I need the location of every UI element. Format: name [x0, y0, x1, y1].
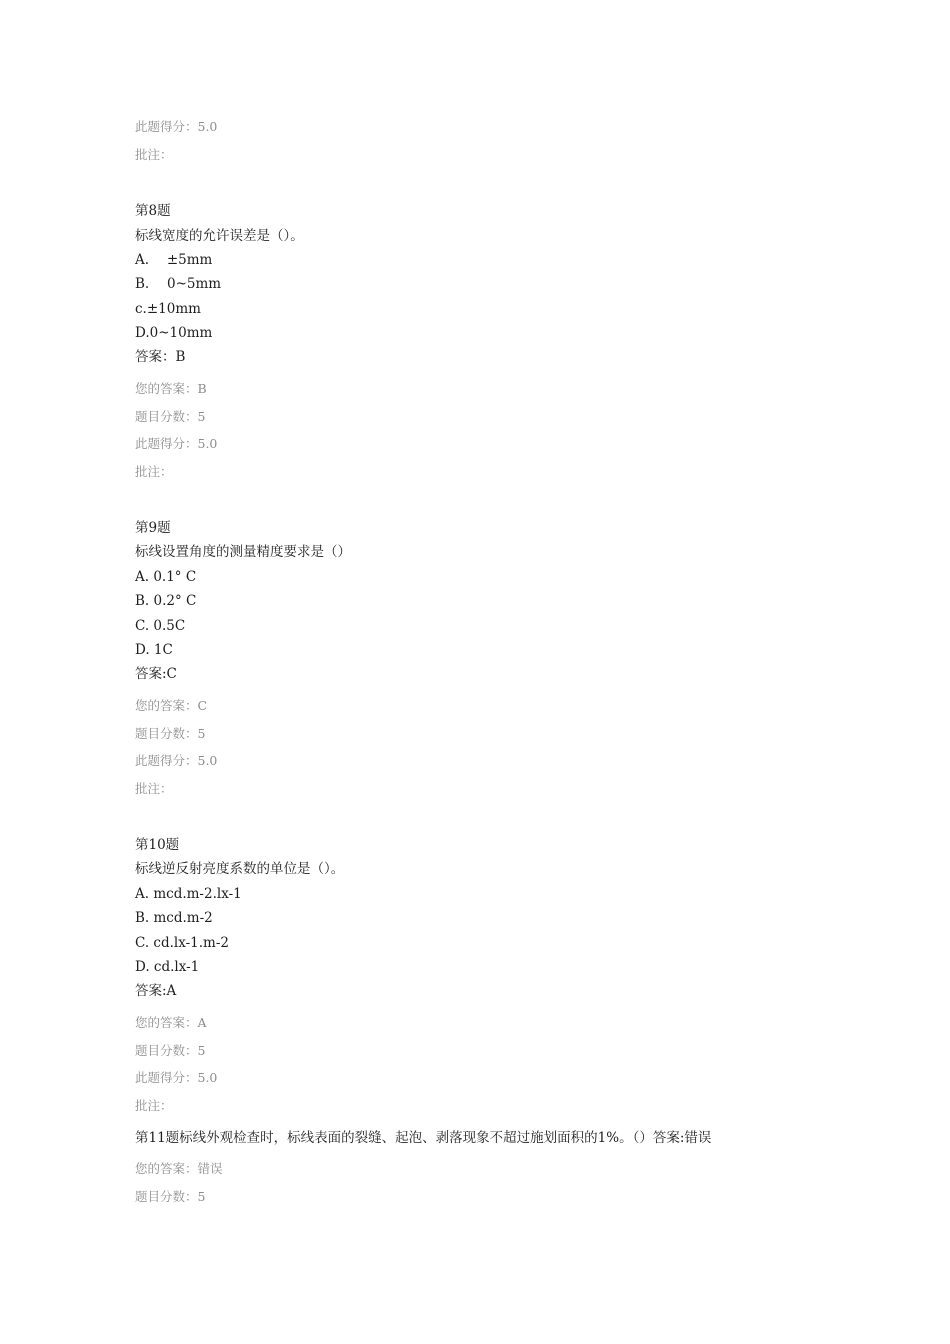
q8-option-d: D.0~10mm: [135, 325, 213, 341]
q7-score: 此题得分：5.0: [135, 119, 218, 134]
q10-option-c: C. cd.lx-1.m-2: [135, 935, 230, 951]
q10-your-answer: 您的答案：A: [135, 1015, 207, 1030]
q10-answer: 答案:A: [135, 983, 177, 999]
q11-your-answer: 您的答案：错误: [135, 1161, 223, 1176]
q10-score: 此题得分：5.0: [135, 1070, 218, 1085]
q9-question: 标线设置角度的测量精度要求是（）: [135, 544, 351, 560]
q9-answer: 答案:C: [135, 666, 177, 682]
q9-option-d: D. 1C: [135, 642, 173, 658]
q9-points: 题目分数：5: [135, 726, 206, 741]
q8-option-b: B. 0~5mm: [135, 276, 222, 292]
q8-score: 此题得分：5.0: [135, 436, 218, 451]
q8-comment: 批注：: [135, 464, 173, 479]
q10-option-d: D. cd.lx-1: [135, 959, 200, 975]
q8-your-answer: 您的答案：B: [135, 381, 207, 396]
q8-question: 标线宽度的允许误差是（）。: [135, 228, 304, 244]
q10-points: 题目分数：5: [135, 1043, 206, 1058]
q8-option-a: A. ±5mm: [135, 252, 213, 268]
q11-points: 题目分数：5: [135, 1189, 206, 1204]
q8-option-c: c.±10mm: [135, 301, 201, 317]
q10-option-a: A. mcd.m-2.lx-1: [135, 886, 242, 902]
q9-number: 第9题: [135, 520, 171, 536]
q9-your-answer: 您的答案：C: [135, 698, 208, 713]
q8-answer: 答案：B: [135, 349, 186, 365]
q9-score: 此题得分：5.0: [135, 753, 218, 768]
q10-number: 第10题: [135, 837, 180, 853]
q10-comment: 批注：: [135, 1098, 173, 1113]
q9-comment: 批注：: [135, 781, 173, 796]
q8-number: 第8题: [135, 203, 171, 219]
q10-option-b: B. mcd.m-2: [135, 910, 213, 926]
q10-question: 标线逆反射亮度系数的单位是（）。: [135, 861, 345, 877]
q9-option-c: C. 0.5C: [135, 618, 186, 634]
q9-option-b: B. 0.2° C: [135, 593, 197, 609]
q7-comment: 批注：: [135, 147, 173, 162]
q11-question-line: 第11题标线外观检查时，标线表面的裂缝、起泡、剥落现象不超过施划面积的1%。（）答案:错误: [135, 1130, 712, 1146]
q9-option-a: A. 0.1° C: [135, 569, 197, 585]
q8-points: 题目分数：5: [135, 409, 206, 424]
